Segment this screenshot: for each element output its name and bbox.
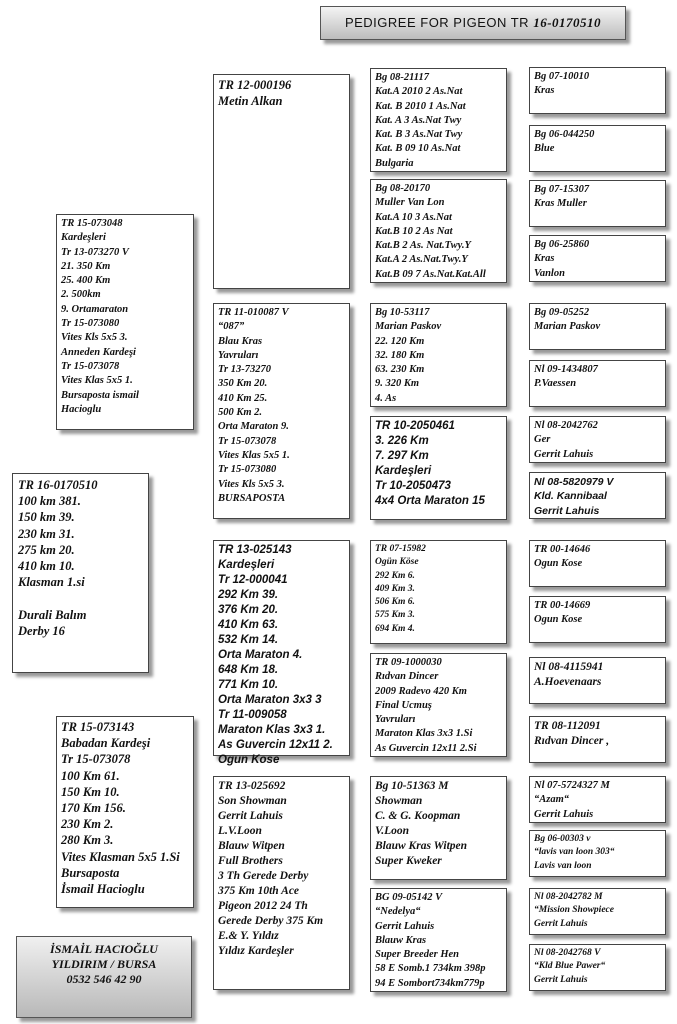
sibling-box-top [56, 214, 194, 430]
pedigree-line: 22. 120 Km [375, 335, 425, 347]
pedigree-line: Nl 08-2042782 M [534, 892, 603, 902]
gen3-box-7 [370, 776, 507, 880]
pedigree-line: 575 Km 3. [375, 610, 415, 621]
pedigree-line: “lavis van loon 303“ [534, 847, 615, 858]
gen3-box-2 [370, 179, 507, 283]
pedigree-line: 532 Km 14. [218, 634, 279, 646]
pedigree-line: Orta Maraton 4. [218, 649, 303, 661]
pedigree-line: “Mission Showpiece [534, 905, 614, 916]
gen4-box-2 [529, 125, 666, 172]
pedigree-line: TR 09-1000030 [375, 657, 442, 668]
pedigree-line: Super Kweker [375, 855, 442, 867]
pedigree-line: TR 07-15982 [375, 544, 426, 554]
pedigree-line: 21. 350 Km [61, 260, 111, 272]
pedigree-line: “Nedelya“ [375, 906, 421, 918]
pedigree-line: Blauw Witpen [218, 840, 285, 852]
gen4-box-1 [529, 67, 666, 114]
pedigree-line: Kardeşleri [375, 465, 432, 477]
pedigree-line: Blauw Kras Witpen [375, 840, 468, 852]
pedigree-line: Tr 15-073078 [218, 435, 277, 447]
pedigree-line: Blau Kras [218, 335, 263, 347]
pedigree-line: Ogun Kose [534, 558, 583, 570]
pedigree-line: 100 km 381. [18, 494, 81, 509]
pedigree-line: “Kld Blue Pawer“ [534, 961, 606, 972]
pedigree-line: Gerede Derby 375 Km [218, 915, 324, 927]
pedigree-line: Tr 13-073270 V [61, 246, 129, 258]
pedigree-line: Vites Kls 5x5 3. [218, 478, 285, 490]
pedigree-line: Nl 08-4115941 [534, 661, 604, 673]
pedigree-line: TR 12-000196 [218, 78, 292, 92]
pedigree-line: BURSAPOSTA [218, 492, 286, 504]
pedigree-line: C. & G. Koopman [375, 810, 461, 822]
pedigree-line: Full Brothers [218, 855, 283, 867]
pedigree-line: P.Vaessen [534, 378, 577, 390]
pedigree-line: Marian Paskov [534, 321, 601, 333]
pedigree-line: Rıdvan Dincer [375, 671, 439, 683]
pedigree-line: Gerrit Lahuis [375, 920, 435, 932]
pedigree-line: Super Breeder Hen [375, 949, 459, 961]
pedigree-line: 694 Km 4. [375, 623, 415, 634]
gen4-box-7 [529, 416, 666, 463]
pedigree-line: 410 Km 25. [218, 392, 268, 404]
pedigree-line: Pigeon 2012 24 Th [218, 900, 308, 912]
pedigree-line: 280 Km 3. [61, 833, 114, 848]
pedigree-line: Babadan Kardeşi [61, 736, 151, 751]
pedigree-line: “087” [218, 321, 245, 333]
pedigree-line: Kras [534, 253, 555, 265]
pedigree-line: TR 15-073048 [61, 218, 123, 229]
pedigree-line: Gerrit Lahuis [534, 974, 588, 985]
pedigree-line: “Azam“ [534, 794, 570, 806]
pedigree-line: Klasman 1.si [18, 575, 85, 590]
pedigree-line: Maraton Klas 3x3 1.Si [375, 728, 473, 740]
gen3-box-4 [370, 416, 507, 520]
gen4-box-3 [529, 180, 666, 227]
pedigree-line: 771 Km 10. [218, 679, 279, 691]
pedigree-line: 63. 230 Km [375, 364, 425, 376]
owner-badge [16, 936, 192, 1018]
gen4-box-16 [529, 944, 666, 991]
pedigree-line: Ogun Kose [218, 754, 280, 766]
pedigree-line: Gerrit Lahuis [534, 918, 588, 929]
pedigree-line: 230 km 31. [18, 526, 75, 541]
sibling-box-bottom [56, 716, 194, 908]
pedigree-line: Kardeşleri [218, 559, 275, 571]
pedigree-line: As Guvercin 12x11 2. [218, 739, 333, 751]
pedigree-line: 410 Km 63. [218, 619, 279, 631]
subject-pigeon-box [12, 473, 149, 673]
pedigree-line: Bulgaria [375, 157, 414, 169]
pedigree-line: 275 km 20. [18, 542, 75, 557]
gen4-box-6 [529, 360, 666, 407]
pedigree-line: Durali Balım [18, 607, 87, 622]
pedigree-line: Ogun Kose [534, 614, 583, 626]
pedigree-line: Final Ucmuş [375, 699, 432, 711]
pedigree-line: Orta Maraton 9. [218, 421, 289, 433]
pedigree-line: 292 Km 39. [218, 589, 279, 601]
pedigree-line: Lavis van loon [534, 860, 592, 871]
gen4-box-11 [529, 657, 666, 704]
gen4-box-4 [529, 235, 666, 282]
pedigree-line: Kat. A 3 As.Nat Twy [375, 114, 462, 126]
gen4-box-14 [529, 830, 666, 877]
pedigree-line: Kat.A 2010 2 As.Nat [375, 86, 463, 98]
pedigree-line: 3. 226 Km [375, 435, 429, 447]
pedigree-line: E.& Y. Yıldız [218, 930, 279, 942]
pedigree-line: Kat.A 10 3 As.Nat [375, 211, 452, 223]
pedigree-line: Kat.A 2 As.Nat.Twy.Y [375, 254, 468, 266]
title-prefix: PEDIGREE FOR PIGEON TR [344, 15, 534, 30]
gen3-box-1 [370, 68, 507, 172]
pedigree-line: Kat.B 09 7 As.Nat.Kat.All [375, 268, 486, 280]
pedigree-line: Rıdvan Dincer , [534, 735, 610, 747]
pedigree-line: Bursaposta [61, 865, 120, 880]
pedigree-line: L.V.Loon [218, 825, 262, 837]
pedigree-line: 2009 Radevo 420 Km [375, 685, 467, 697]
pedigree-line: Tr 15-073080 [61, 318, 120, 330]
pedigree-line: Tr 15-073078 [61, 360, 120, 372]
pedigree-line: 648 Km 18. [218, 664, 279, 676]
pedigree-line: Bg 10-51363 M [375, 780, 449, 792]
pedigree-line: Kat. B 09 10 As.Nat [375, 143, 461, 155]
pedigree-line: Bg 07-10010 [534, 71, 590, 82]
pedigree-line: 7. 297 Km [375, 450, 429, 462]
pedigree-line: Kat. B 3 As.Nat Twy [375, 129, 463, 141]
pedigree-line: Nl 08-5820979 V [534, 476, 614, 488]
pedigree-line: TR 13-025143 [218, 544, 292, 556]
pedigree-line: Derby 16 [18, 623, 65, 638]
pedigree-line: TR 00-14669 [534, 600, 591, 611]
pedigree-line: 292 Km 6. [375, 570, 415, 581]
pedigree-line: 506 Km 6. [375, 597, 415, 608]
pedigree-line: Kat.B 10 2 As Nat [375, 225, 453, 237]
pedigree-line: Marian Paskov [375, 321, 442, 333]
pedigree-line: Vites Kls 5x5 3. [61, 332, 128, 344]
pedigree-line: Orta Maraton 3x3 3 [218, 694, 322, 706]
pedigree-line: As Guvercin 12x11 2.Si [375, 742, 477, 754]
pedigree-line: İsmail Hacioglu [61, 882, 145, 897]
pedigree-line: Bg 08-20170 [375, 183, 431, 194]
pedigree-line: Vites Klas 5x5 1. [218, 449, 290, 461]
gen3-box-5 [370, 540, 507, 644]
pedigree-line: Tr 15-073080 [218, 464, 277, 476]
pedigree-line: 409 Km 3. [375, 583, 415, 594]
pedigree-line: Yavruları [375, 714, 416, 726]
pedigree-line: Nl 08-2042768 V [534, 948, 601, 958]
pedigree-line: Vanlon [534, 267, 565, 279]
pedigree-line: TR 10-2050461 [375, 420, 455, 432]
pedigree-line: Bg 07-15307 [534, 184, 590, 195]
pedigree-line: 3 Th Gerede Derby [218, 870, 309, 882]
gen3-box-3 [370, 303, 507, 407]
gen3-box-6 [370, 653, 507, 757]
pedigree-line: 25. 400 Km [61, 275, 111, 287]
pedigree-line: Ger [534, 434, 551, 446]
sire-box [213, 74, 350, 289]
pedigree-line: Tr 15-073078 [61, 752, 131, 767]
pedigree-line: 94 E Sombort734km779p [375, 977, 485, 989]
pedigree-line: Son Showman [218, 795, 287, 807]
pedigree-line: 500 Km 2. [218, 407, 263, 419]
pedigree-line: Bg 08-21117 [375, 72, 429, 83]
pedigree-line: Vites Klas 5x5 1. [61, 375, 133, 387]
pedigree-line: 4x4 Orta Maraton 15 [375, 495, 485, 507]
pedigree-line: Gerrit Lahuis [534, 448, 594, 460]
pedigree-line: Anneden Kardeşi [61, 346, 136, 358]
gen4-box-15 [529, 888, 666, 935]
pedigree-line: Maraton Klas 3x3 1. [218, 724, 326, 736]
pedigree-line: Gerrit Lahuis [534, 808, 594, 820]
pedigree-line: 375 Km 10th Ace [218, 885, 300, 897]
pedigree-line: TR 15-073143 [61, 720, 135, 734]
pedigree-line: Kardeşleri [61, 232, 106, 244]
pedigree-line: TR 13-025692 [218, 780, 286, 792]
pedigree-line [18, 590, 143, 606]
pedigree-line: 350 Km 20. [218, 378, 268, 390]
pedigree-line: Muller Van Lon [375, 197, 445, 209]
pedigree-line: Metin Alkan [218, 94, 283, 109]
pedigree-line: Nl 09-1434807 [534, 364, 598, 375]
pedigree-line: TR 16-0170510 [18, 478, 98, 492]
pedigree-line: Yıldız Kardeşler [218, 945, 294, 957]
pedigree-line: Kras Muller [534, 198, 587, 210]
owner-city: YILDIRIM / BURSA [51, 957, 157, 971]
pedigree-line: Kras [534, 85, 555, 97]
pedigree-line: Ogün Köse [375, 557, 419, 568]
pedigree-line: Blauw Kras [375, 934, 427, 946]
pedigree-line: 376 Km 20. [218, 604, 279, 616]
pedigree-line: Tr 11-009058 [218, 709, 287, 721]
pedigree-line: 9. 320 Km [375, 378, 420, 390]
pedigree-line: TR 08-112091 [534, 720, 601, 732]
pedigree-line: Showman [375, 795, 423, 807]
pedigree-line: Bg 10-53117 [375, 307, 430, 318]
pedigree-line: Blue [534, 143, 555, 155]
pedigree-line: 170 Km 156. [61, 801, 126, 816]
gen4-box-13 [529, 776, 666, 823]
pedigree-line: 58 E Somb.1 734km 398p [375, 963, 486, 975]
dam-of-sibling-box [213, 776, 350, 990]
pedigree-line: 4. As [375, 392, 397, 404]
sire-of-sibling-box [213, 540, 350, 766]
gen4-box-9 [529, 540, 666, 587]
pedigree-line: 150 km 39. [18, 510, 75, 525]
dam-box [213, 303, 350, 519]
pedigree-line: Tr 12-000041 [218, 574, 288, 586]
pedigree-line: 100 Km 61. [61, 768, 120, 783]
pedigree-line: Kat. B 2010 1 As.Nat [375, 100, 466, 112]
pedigree-line: 2. 500km [61, 289, 101, 301]
pedigree-line: Tr 10-2050473 [375, 480, 451, 492]
pedigree-line: Kat.B 2 As. Nat.Twy.Y [375, 240, 471, 252]
pedigree-line: 32. 180 Km [375, 349, 425, 361]
gen4-box-5 [529, 303, 666, 350]
pedigree-line: V.Loon [375, 825, 409, 837]
pedigree-line: TR 11-010087 V [218, 307, 289, 318]
gen4-box-10 [529, 596, 666, 643]
pedigree-line: Bg 06-25860 [534, 239, 590, 250]
pedigree-line: A.Hoevenaars [534, 676, 602, 688]
pedigree-line: BG 09-05142 V [375, 892, 443, 903]
pedigree-line: 410 km 10. [18, 559, 75, 574]
pedigree-line: Kld. Kannibaal [534, 490, 607, 503]
pedigree-line: Bursaposta ismail [61, 389, 139, 401]
owner-phone: 0532 546 42 90 [66, 972, 142, 986]
pedigree-line: Gerrit Lahuis [218, 810, 283, 822]
pedigree-line: 150 Km 10. [61, 784, 120, 799]
owner-name: İSMAİL HACIOĞLU [50, 942, 158, 956]
pedigree-line: TR 00-14646 [534, 544, 591, 555]
gen4-box-8 [529, 472, 666, 519]
pedigree-line: Bg 06-00303 v [534, 834, 591, 844]
pedigree-line: Gerrit Lahuis [534, 504, 600, 517]
pedigree-line: 230 Km 2. [61, 817, 114, 832]
gen3-box-8 [370, 888, 507, 992]
gen4-box-12 [529, 716, 666, 763]
pedigree-title [320, 6, 626, 40]
pedigree-line: Nl 07-5724327 M [534, 780, 610, 791]
pedigree-line: 9. Ortamaraton [61, 303, 129, 315]
pedigree-line: Bg 09-05252 [534, 307, 590, 318]
pedigree-line: Nl 08-2042762 [534, 420, 598, 431]
pedigree-line: Yavruları [218, 349, 259, 361]
pedigree-line: Tr 13-73270 [218, 364, 271, 376]
title-ring-number: 16-0170510 [533, 15, 602, 30]
pedigree-line: Bg 06-044250 [534, 129, 595, 140]
pedigree-line: Vites Klasman 5x5 1.Si [61, 849, 180, 864]
pedigree-line: Hacioglu [61, 403, 102, 415]
